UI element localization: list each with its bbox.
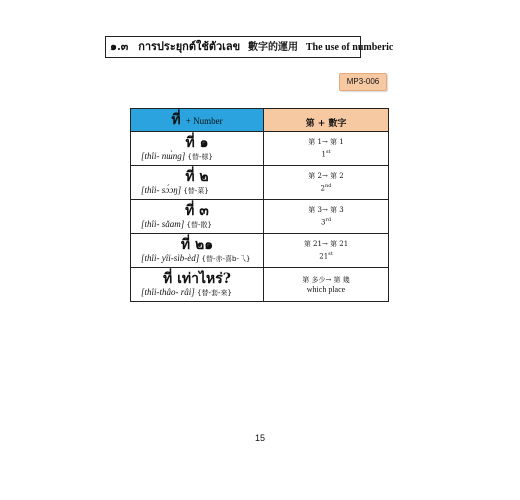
page-number: 15: [254, 433, 265, 443]
ordinal-table: [130, 108, 389, 302]
header-left-thai: ที่: [171, 112, 181, 128]
thai-word: ที่ เท่าไหร่?: [163, 270, 231, 287]
table-header-row: [131, 109, 389, 132]
chinese-cell: [264, 234, 389, 268]
english-translation: which place: [306, 284, 346, 294]
chinese-cell: [264, 268, 389, 302]
english-ordinal: 21st: [319, 251, 333, 261]
table-row: [131, 166, 389, 200]
table-row: [131, 200, 389, 234]
table-row: [131, 132, 389, 166]
thai-word: ที่ ๒๑: [180, 236, 214, 253]
thai-word: ที่ ๒: [185, 168, 209, 185]
romanization: [thîi-thâo- râi] {替-套-來}: [141, 286, 232, 297]
table-row: [131, 234, 389, 268]
header-left: [131, 109, 264, 132]
header-right-zh: 第 + 數字: [305, 118, 347, 129]
section-number: ๑.๓: [110, 40, 129, 53]
english-ordinal: 3rd: [320, 217, 332, 227]
chinese-cell: [264, 166, 389, 200]
pronunciation-gloss: {替-菜}: [183, 186, 209, 195]
section-chinese-title: 數字的運用: [248, 42, 299, 53]
chinese-cell: [264, 132, 389, 166]
thai-cell: [131, 234, 264, 268]
section-title: [105, 36, 394, 58]
header-right: [264, 109, 389, 132]
chinese-translation: 第 3→ 第 3: [308, 206, 344, 215]
audio-track-badge[interactable]: MP3-006: [339, 73, 387, 91]
thai-cell: [131, 268, 264, 302]
english-ordinal: 1st: [321, 149, 331, 159]
pronunciation-gloss: {替-散}: [186, 220, 212, 229]
header-left-en: + Number: [185, 116, 223, 126]
chinese-cell: [264, 200, 389, 234]
thai-cell: [131, 200, 264, 234]
chinese-translation: 第 多少→ 第 幾: [302, 275, 350, 284]
pronunciation-gloss: {替-梂}: [187, 152, 213, 161]
section-thai-title: การประยุกต์ใช้ตัวเลข: [138, 40, 241, 53]
thai-word: ที่ ๓: [185, 202, 209, 219]
pronunciation-gloss: {替-套-來}: [197, 288, 232, 297]
thai-word: ที่ ๑: [185, 134, 209, 151]
thai-cell: [131, 166, 264, 200]
chinese-translation: 第 2→ 第 2: [308, 172, 344, 181]
romanization: [thîi- sɔ́ɔŋ] {替-菜}: [141, 184, 209, 195]
table-row: [131, 268, 389, 302]
chinese-translation: 第 1→ 第 1: [308, 138, 344, 147]
section-english-title: The use of numberic: [305, 42, 394, 53]
pronunciation-gloss: {替-赤-喜b-乁}: [201, 254, 251, 263]
romanization: [thîi- sǎam] {替-散}: [141, 218, 212, 229]
english-ordinal: 2nd: [320, 183, 332, 193]
romanization: [thîi- nɯ̀ng] {替-梂}: [141, 150, 213, 161]
romanization: [thîi- yîi-sìb-èd] {替-赤-喜b-乁}: [141, 252, 251, 263]
thai-cell: [131, 132, 264, 166]
chinese-translation: 第 21→ 第 21: [303, 240, 349, 249]
